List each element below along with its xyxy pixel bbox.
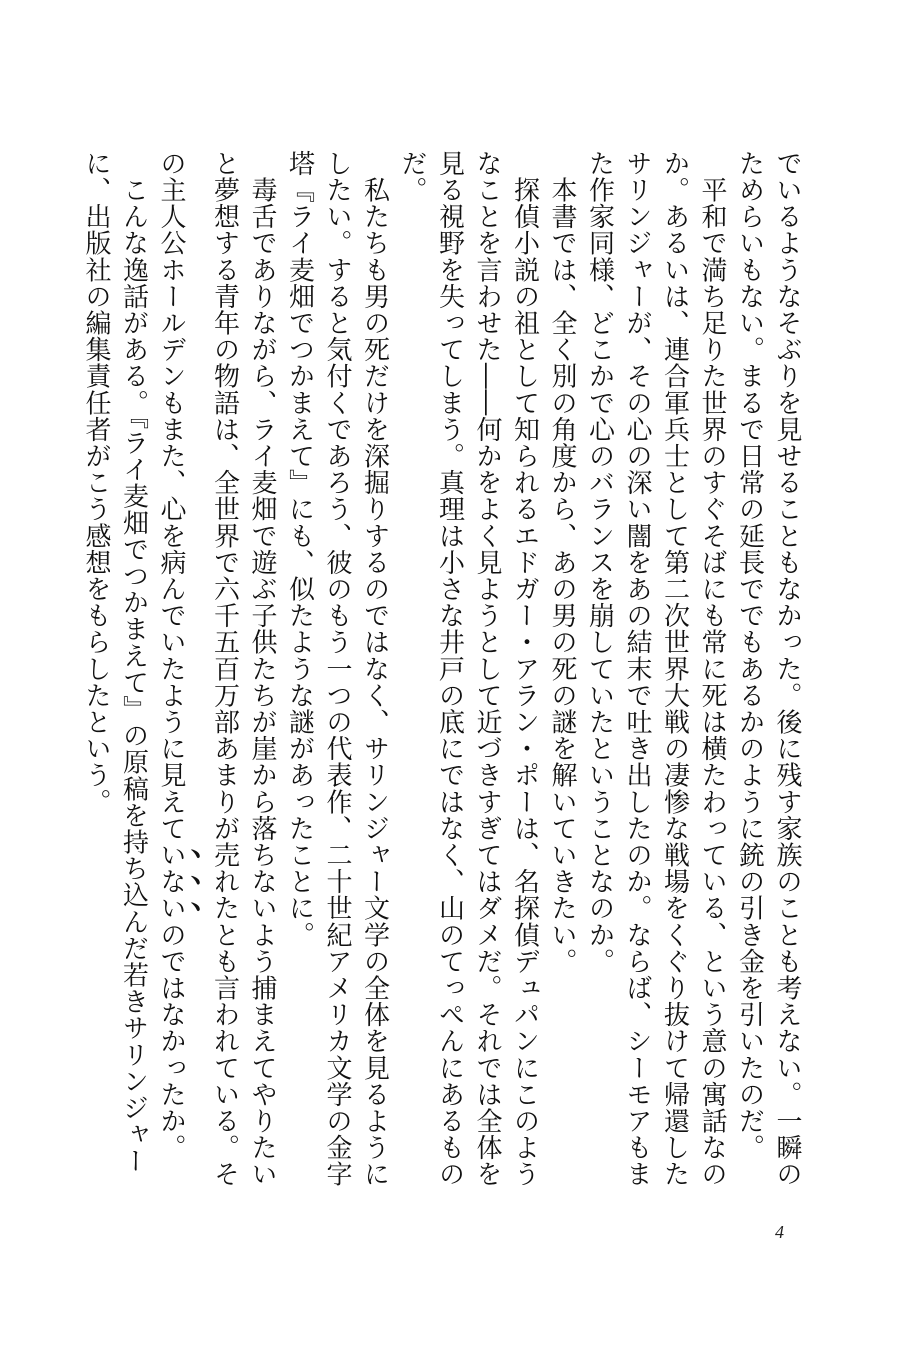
paragraph-6-part-1: 毒舌でありながら、ライ麦畑で遊ぶ子供たちが崖から落ちないよう捕まえてやりたいと夢想する青年の物語は、全世界で六千五百万部あまりが売れたとも言われている。その主人公ホールデンもまた、心を病んでいたように見えて	[156, 150, 277, 1188]
paragraph-6	[152, 150, 281, 1200]
page-number: 4	[775, 1222, 784, 1242]
body-text	[81, 150, 805, 1200]
paragraph-5: 私たちも男の死だけを深掘りするのではなく、サリンジャー文学の全体を見るようにしたい。すると気付くであろう、彼のもう一つの代表作、二十世紀アメリカ文学の金字塔『ライ麦畑でつかまえて』にも、似たような謎があったことに。	[284, 150, 390, 1188]
paragraph-2: 平和で満ち足りた世界のすぐそばにも常に死は横たわっている、という意の寓話なのか。あるいは、連合軍兵士として第二次世界大戦の凄惨な戦場をくぐり抜けて帰還したサリンジャーが、その心の深い闇をあの結末で吐き出したのか。ならば、シーモアもまた作家同様、どこかで心のバランスを崩していたということなのか。	[584, 150, 727, 1188]
paragraph-7: こんな逸話がある。『ライ麦畑でつかまえて』の原稿を持ち込んだ若きサリンジャーに、出版社の編集責任者がこう感想をもらしたという。	[81, 150, 149, 1175]
paragraph-1: でいるようなそぶりを見せることもなかった。後に残す家族のことも考えない。一瞬のためらいもない。まるで日常の延長ででもあるかのように銃の引き金を引いたのだ。	[734, 150, 802, 1188]
emphasized-phrase: いない	[156, 841, 186, 922]
paragraph-3: 本書では、全く別の角度から、あの男の死の謎を解いていきたい。	[547, 150, 577, 975]
paragraph-6-part-3: のではなかったか。	[156, 921, 186, 1161]
paragraph-4: 探偵小説の祖として知られるエドガー・アラン・ポーは、名探偵デュパンにこのようなことを言わせた――何かをよく見ようとして近づきすぎてはダメだ。それでは全体を見る視野を失ってしまう。真理は小さな井戸の底にではなく、山のてっぺんにあるものだ。	[397, 150, 540, 1188]
